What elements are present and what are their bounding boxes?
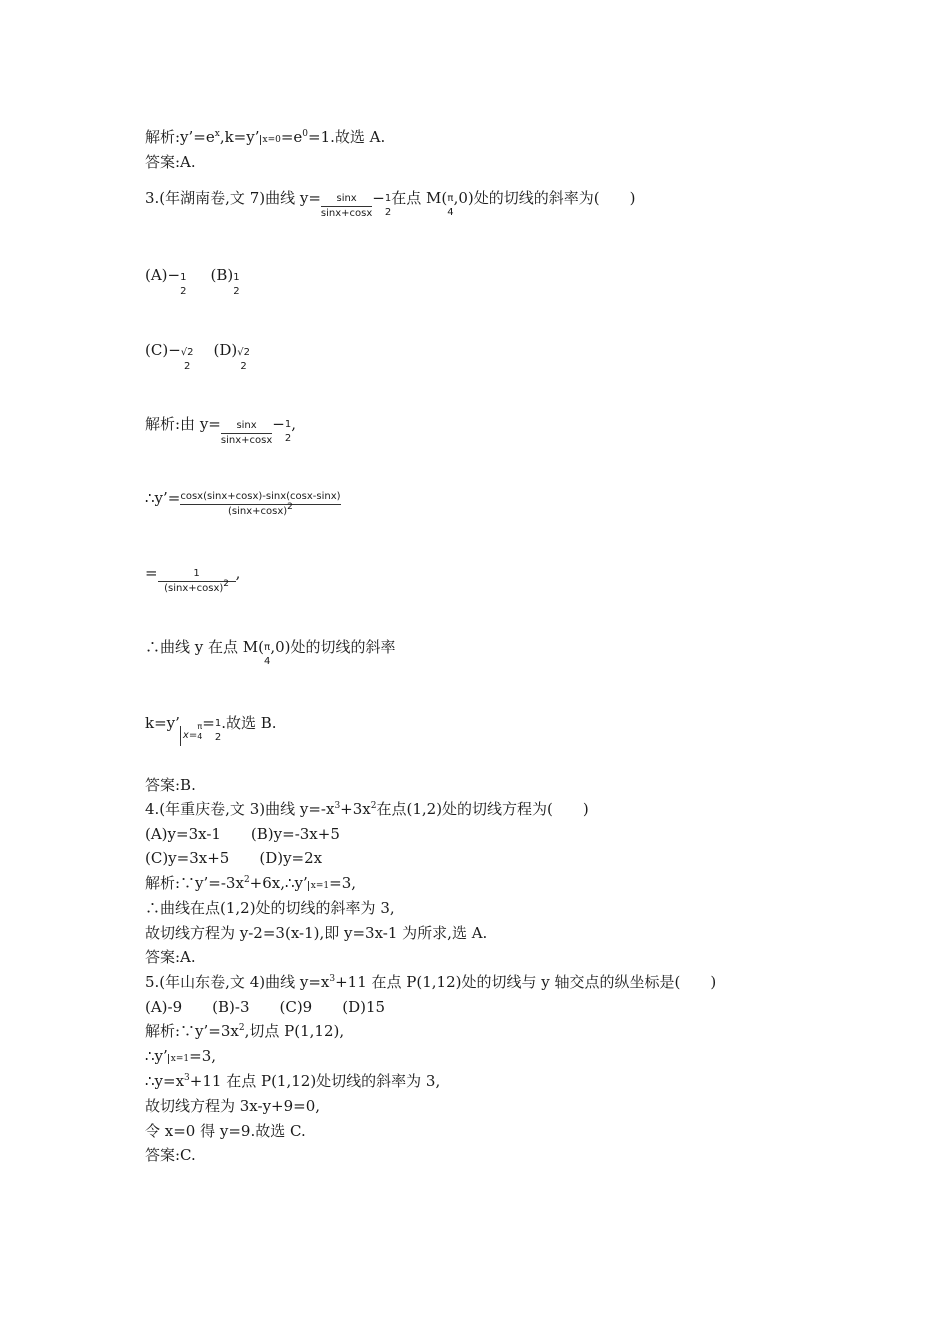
solution-2-line xyxy=(145,127,385,150)
numerator: 1 xyxy=(193,568,200,579)
denominator: sinx+cosx xyxy=(320,208,373,219)
question-4-options-a-b: (A)y=3x-1 (B)y=-3x+5 xyxy=(145,825,340,843)
text: ∴y’= xyxy=(145,489,181,507)
solution-5-line3 xyxy=(145,1071,440,1094)
numerator: √2 xyxy=(180,347,194,358)
superscript: 2 xyxy=(243,875,250,885)
solution-4-line1 xyxy=(145,873,356,896)
exponent: 2 xyxy=(223,579,230,589)
question-5 xyxy=(145,972,716,995)
denominator: 2 xyxy=(284,433,292,444)
text: ∴曲线 y 在点 M( xyxy=(145,638,264,656)
numerator: 1 xyxy=(180,272,187,283)
derivative-simplified xyxy=(145,563,240,592)
text: = xyxy=(202,714,215,732)
text: , xyxy=(291,415,296,433)
exponent: 2 xyxy=(287,502,293,512)
text: =1.故选 A. xyxy=(308,128,386,146)
subscript: x=0 xyxy=(260,135,281,145)
text: 3.(年湖南卷,文 7)曲线 y= xyxy=(145,189,321,207)
subscript: x= xyxy=(182,730,198,741)
subscript: x=1 xyxy=(308,881,329,891)
denominator: 2 xyxy=(180,286,187,297)
superscript: 0 xyxy=(302,129,309,139)
solution-3-line1 xyxy=(145,414,296,446)
option-b-label: (B) xyxy=(210,266,234,284)
text: ,0)处的切线的斜率为( ) xyxy=(453,189,636,207)
numerator: sinx xyxy=(336,193,357,204)
text: = xyxy=(145,564,158,582)
denominator: 2 xyxy=(183,361,191,372)
denominator: sinx+cosx xyxy=(220,435,273,446)
text: k=y’ xyxy=(145,714,180,732)
text: =e xyxy=(280,128,303,146)
superscript: 3 xyxy=(334,801,341,811)
text: , xyxy=(235,564,241,582)
text: 5.(年山东卷,文 4)曲线 y=x xyxy=(145,973,330,991)
denominator: 2 xyxy=(214,732,222,743)
option-a-label: (A) xyxy=(145,266,168,284)
text: ∴y’ xyxy=(145,1047,168,1065)
denominator xyxy=(180,502,340,519)
denominator: 2 xyxy=(233,286,240,297)
question-4-options-c-d: (C)y=3x+5 (D)y=2x xyxy=(145,849,323,867)
numerator: π xyxy=(197,722,203,731)
fraction-pi-4 xyxy=(264,641,270,669)
text: +11 在点 P(1,12)处的切线与 y 轴交点的纵坐标是( ) xyxy=(335,973,717,991)
answer-5: 答案:C. xyxy=(145,1146,196,1164)
text: +11 在点 P(1,12)处切线的斜率为 3, xyxy=(189,1072,441,1090)
answer-2: 答案:A. xyxy=(145,153,196,171)
superscript: 3 xyxy=(329,974,336,984)
numerator: sinx xyxy=(236,420,257,431)
superscript: 2 xyxy=(238,1023,245,1033)
options-a-b xyxy=(145,265,240,297)
text: +6x,∴y’ xyxy=(249,874,308,892)
fraction-half xyxy=(215,717,221,745)
denominator: 4 xyxy=(447,207,454,218)
denominator-base: (sinx+cosx) xyxy=(227,506,288,517)
solution-5-line4: 故切线方程为 3x-y+9=0, xyxy=(145,1097,321,1115)
answer-3: 答案:B. xyxy=(145,776,196,794)
numerator: cosx(sinx+cosx)-sinx(cosx-sinx) xyxy=(180,491,341,502)
denominator: 4 xyxy=(264,656,271,667)
numerator: 1 xyxy=(214,718,222,729)
superscript: x xyxy=(214,129,220,139)
numerator: 1 xyxy=(233,272,240,283)
text: ,0)处的切线的斜率 xyxy=(270,638,396,656)
text: =3, xyxy=(329,874,357,892)
text: 解析:∵y’=-3x xyxy=(145,874,244,892)
option-c-fraction xyxy=(181,346,194,374)
text: =3, xyxy=(189,1047,217,1065)
evaluation-bar xyxy=(180,722,203,746)
solution-5-line1 xyxy=(145,1021,344,1044)
text: 4.(年重庆卷,文 3)曲线 y=-x xyxy=(145,800,335,818)
text: 在点(1,2)处的切线方程为( ) xyxy=(376,800,589,818)
question-3 xyxy=(145,188,635,217)
fraction xyxy=(321,192,372,221)
text: .故选 B. xyxy=(221,714,277,732)
text: ,k=y’ xyxy=(219,128,260,146)
denominator: 2 xyxy=(240,361,247,372)
numerator: 1 xyxy=(284,419,292,430)
option-b-fraction xyxy=(233,271,239,299)
fraction-pi-4 xyxy=(197,722,202,742)
denominator xyxy=(158,579,236,596)
minus-sign: − xyxy=(168,341,181,359)
solution-5-line2 xyxy=(145,1046,216,1069)
slope-value-line xyxy=(145,713,277,741)
fraction-pi-4 xyxy=(447,192,453,220)
superscript: 2 xyxy=(370,801,377,811)
numerator: √2 xyxy=(237,347,250,358)
numerator: π xyxy=(264,642,271,653)
denominator: 2 xyxy=(384,207,392,218)
numerator: 1 xyxy=(384,193,392,204)
solution-4-line3: 故切线方程为 y-2=3(x-1),即 y=3x-1 为所求,选 A. xyxy=(145,924,488,942)
fraction xyxy=(221,419,272,448)
slope-statement xyxy=(145,637,396,665)
denominator-base: (sinx+cosx) xyxy=(164,583,224,594)
text: 解析:∵y’=3x xyxy=(145,1022,239,1040)
text: 解析:由 y= xyxy=(145,415,221,433)
minus-sign: − xyxy=(272,415,285,433)
fraction-half xyxy=(385,192,391,220)
derivative-line xyxy=(145,488,341,517)
derivative-fraction xyxy=(180,490,340,519)
superscript: 3 xyxy=(184,1073,190,1083)
text: 在点 M( xyxy=(391,189,448,207)
numerator: π xyxy=(447,193,454,204)
text: 解析:y’=e xyxy=(145,128,215,146)
text: ,切点 P(1,12), xyxy=(244,1022,345,1040)
text: +3x xyxy=(340,800,371,818)
question-5-options: (A)-9 (B)-3 (C)9 (D)15 xyxy=(145,998,386,1016)
question-4 xyxy=(145,799,589,822)
fraction-half xyxy=(285,418,291,446)
options-c-d xyxy=(145,340,250,372)
solution-4-line2: ∴曲线在点(1,2)处的切线的斜率为 3, xyxy=(145,899,395,917)
simplified-fraction xyxy=(158,567,236,596)
answer-4: 答案:A. xyxy=(145,948,196,966)
solution-5-line5: 令 x=0 得 y=9.故选 C. xyxy=(145,1122,306,1140)
subscript: x=1 xyxy=(168,1054,189,1064)
minus-sign: − xyxy=(372,189,385,207)
denominator: 4 xyxy=(197,732,203,741)
option-c-label: (C) xyxy=(145,341,169,359)
option-d-fraction xyxy=(237,346,250,374)
minus-sign: − xyxy=(167,266,181,284)
option-a-fraction xyxy=(180,271,186,299)
option-d-label: (D) xyxy=(213,341,238,359)
text: ∴y=x xyxy=(145,1072,185,1090)
